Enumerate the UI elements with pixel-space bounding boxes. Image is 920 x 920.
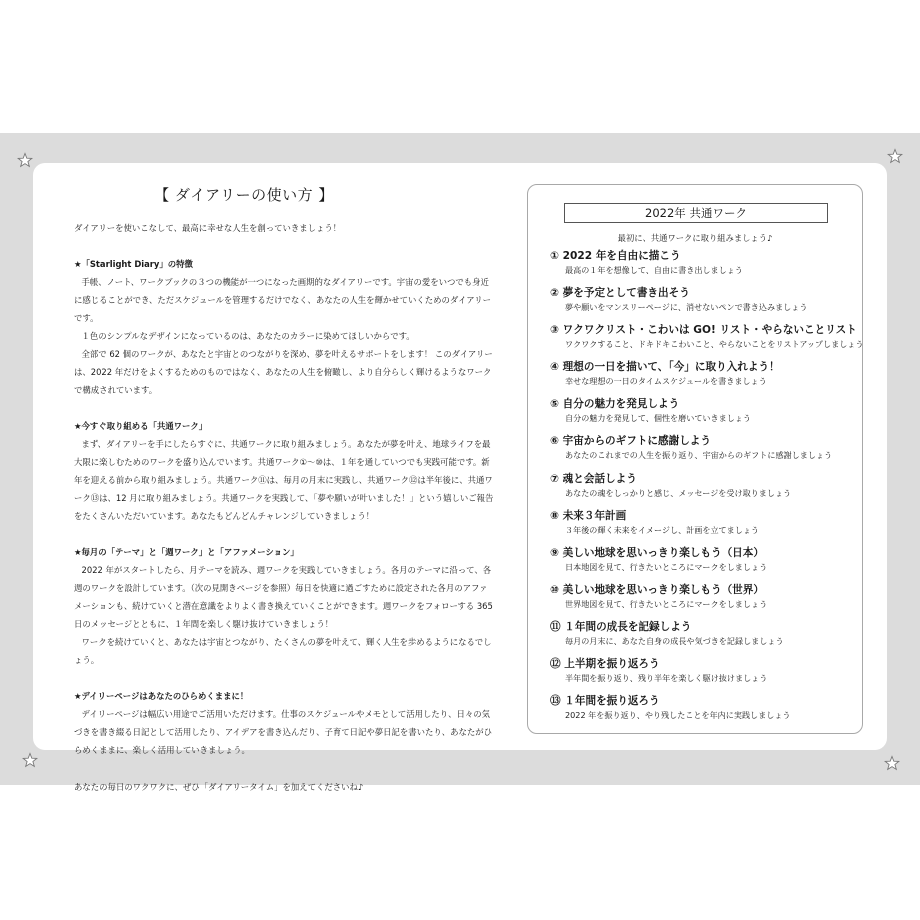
work-description: 幸せな理想の一日のタイムスケジュールを書きましょう: [565, 376, 767, 387]
work-title: ⑥ 宇宙からのギフトに感謝しよう: [550, 435, 711, 448]
work-description: あなたのこれまでの人生を振り返り、宇宙からのギフトに感謝しましょう: [565, 450, 833, 461]
work-title: ⑤ 自分の魅力を発見しよう: [550, 398, 680, 411]
work-title: ⑫ 上半期を振り返ろう: [550, 658, 660, 671]
work-title: ⑦ 魂と会話しよう: [550, 472, 637, 485]
section-common-work: [74, 417, 494, 525]
intro-text: ダイアリーを使いこなして、最高に幸せな人生を創っていきましょう！: [74, 223, 342, 233]
work-item: [550, 694, 855, 731]
star-icon: [22, 752, 38, 768]
paragraph: デイリーページは幅広い用途でご活用いただけます。仕事のスケジュールやメモとして活用したり、日々の気づきを書き綴る日記として活用したり、アイデアを書き込んだり、子育て日記や夢日記を書いたり、あなたがひらめくままに、楽しく活用していきましょう。: [74, 709, 492, 755]
work-title: ⑧ 未来３年計画: [550, 509, 627, 522]
work-item: [550, 546, 855, 583]
work-title: ⑪ １年間の成長を記録しよう: [550, 620, 692, 633]
star-icon: [17, 152, 33, 168]
panel-subtitle: 最初に、共通ワークに取り組みましょう♪: [617, 233, 773, 243]
paragraph: ワークを続けていくと、あなたは宇宙とつながり、たくさんの夢を叶えて、輝く人生を歩めるようになるでしょう。: [74, 637, 492, 665]
work-item: [550, 323, 864, 360]
work-description: 世界地図を見て、行きたいところにマークをしましょう: [565, 598, 768, 609]
work-item: [550, 620, 855, 657]
work-title: ③ ワクワクリスト・こわいは GO! リスト・やらないことリスト: [550, 324, 857, 337]
closing-text: あなたの毎日のワクワクに、ぜひ「ダイアリータイム」を加えてくださいね♪: [74, 782, 364, 792]
work-description: 自分の魅力を発見して、個性を磨いていきましょう: [565, 413, 751, 424]
section-heading: ★今すぐ取り組める「共通ワーク」: [74, 421, 208, 431]
page-title: 【 ダイアリーの使い方 】: [154, 186, 334, 204]
section-heading: ★「Starlight Diary」の特徴: [74, 259, 193, 269]
work-item: [550, 434, 855, 471]
work-description: 日本地図を見て、行きたいところにマークをしましょう: [565, 561, 768, 572]
common-work-panel: [527, 184, 863, 734]
section-heading: ★デイリーページはあなたのひらめくままに！: [74, 691, 249, 701]
work-description: 最高の１年を想像して、自由に書き出しましょう: [565, 265, 743, 275]
section-monthly-theme: [74, 543, 494, 669]
star-icon: [887, 148, 903, 164]
paragraph: 2022 年がスタートしたら、月テーマを読み、週ワークを実践していきましょう。各月のテーマに沿って、各週のワークを設計しています。（次の見開きページを参照）毎日を快適に過ごすために設定された各月のアファメーションも、続けていくと潜在意識をよりよく書き換えていくことができます。週ワークをフォローする 365 日のメッセージとともに、１年間を楽しく駆け抜けていきましょう！: [74, 565, 493, 629]
work-description: 毎月の月末に、あなた自身の成長や気づきを記録しましょう: [565, 635, 784, 646]
work-item: [550, 286, 855, 323]
work-description: あなたの魂をしっかりと感じ、メッセージを受け取りましょう: [565, 487, 792, 498]
section-features: [74, 255, 494, 399]
work-title: ⑬ １年間を振り返ろう: [550, 695, 660, 708]
panel-title: 2022年 共通ワーク: [564, 203, 828, 223]
work-item: [550, 509, 855, 546]
paragraph: 全部で 62 個のワークが、あなたと宇宙とのつながりを深め、夢を叶えるサポートをします！ このダイアリーは、2022 年だけをよくするためのものではなく、あなたの人生を俯瞰し、より自分らしく輝けるようなワークで構成されています。: [74, 349, 493, 395]
work-description: 半年間を振り返り、残り半年を楽しく駆け抜けましょう: [565, 673, 768, 684]
work-description: ワクワクすること、ドキドキこわいこと、やらないことをリストアップしましょう: [565, 339, 864, 350]
work-description: 2022 年を振り返り、やり残したことを年内に実践しましょう: [565, 710, 791, 721]
section-daily-page: [74, 687, 494, 759]
work-description: 夢や願いをマンスリーページに、消せないペンで書き込みましょう: [565, 302, 808, 313]
work-title: ① 2022 年を自由に描こう: [550, 250, 681, 262]
work-list: [550, 249, 864, 731]
work-title: ⑨ 美しい地球を思いっきり楽しもう（日本）: [550, 546, 764, 559]
work-item: [550, 249, 855, 286]
work-item: [550, 397, 855, 434]
paragraph: まず、ダイアリーを手にしたらすぐに、共通ワークに取り組みましょう。あなたが夢を叶え、地球ライフを最大限に楽しむためのワークを盛り込んでいます。共通ワーク①〜⑩は、１年を通していつでも実践可能です。新年を迎える前から取り組みましょう。共通ワーク⑪は、毎月の月末に実践し、共通ワーク⑫は半年後に、共通ワーク⑬は、12 月に取り組みましょう。共通ワークを実践して、「夢や願いが叶いました！」という嬉しいご報告をたくさんいただいています。あなたもどんどんチャレンジしていきましょう！: [74, 439, 494, 521]
work-description: ３年後の輝く未来をイメージし、計画を立てましょう: [565, 524, 760, 535]
work-item: [550, 360, 855, 397]
paragraph: １色のシンプルなデザインになっているのは、あなたのカラーに染めてほしいからです。: [81, 331, 415, 341]
work-title: ② 夢を予定として書き出そう: [550, 287, 690, 300]
work-item: [550, 657, 855, 694]
star-icon: [884, 755, 900, 771]
paragraph: 手帳、ノート、ワークブックの３つの機能が一つになった画期的なダイアリーです。宇宙の愛をいつでも身近に感じることができ、ただスケジュールを管理するだけでなく、あなたの人生を輝かせていくためのダイアリーです。: [74, 277, 491, 323]
work-title: ④ 理想の一日を描いて、「今」に取り入れよう！: [550, 361, 780, 374]
work-title: ⑩ 美しい地球を思いっきり楽しもう（世界）: [550, 583, 764, 596]
work-item: [550, 583, 855, 620]
work-item: [550, 472, 855, 509]
left-body: [74, 219, 494, 804]
section-heading: ★毎月の「テーマ」と「週ワーク」と「アファメーション」: [74, 547, 299, 557]
